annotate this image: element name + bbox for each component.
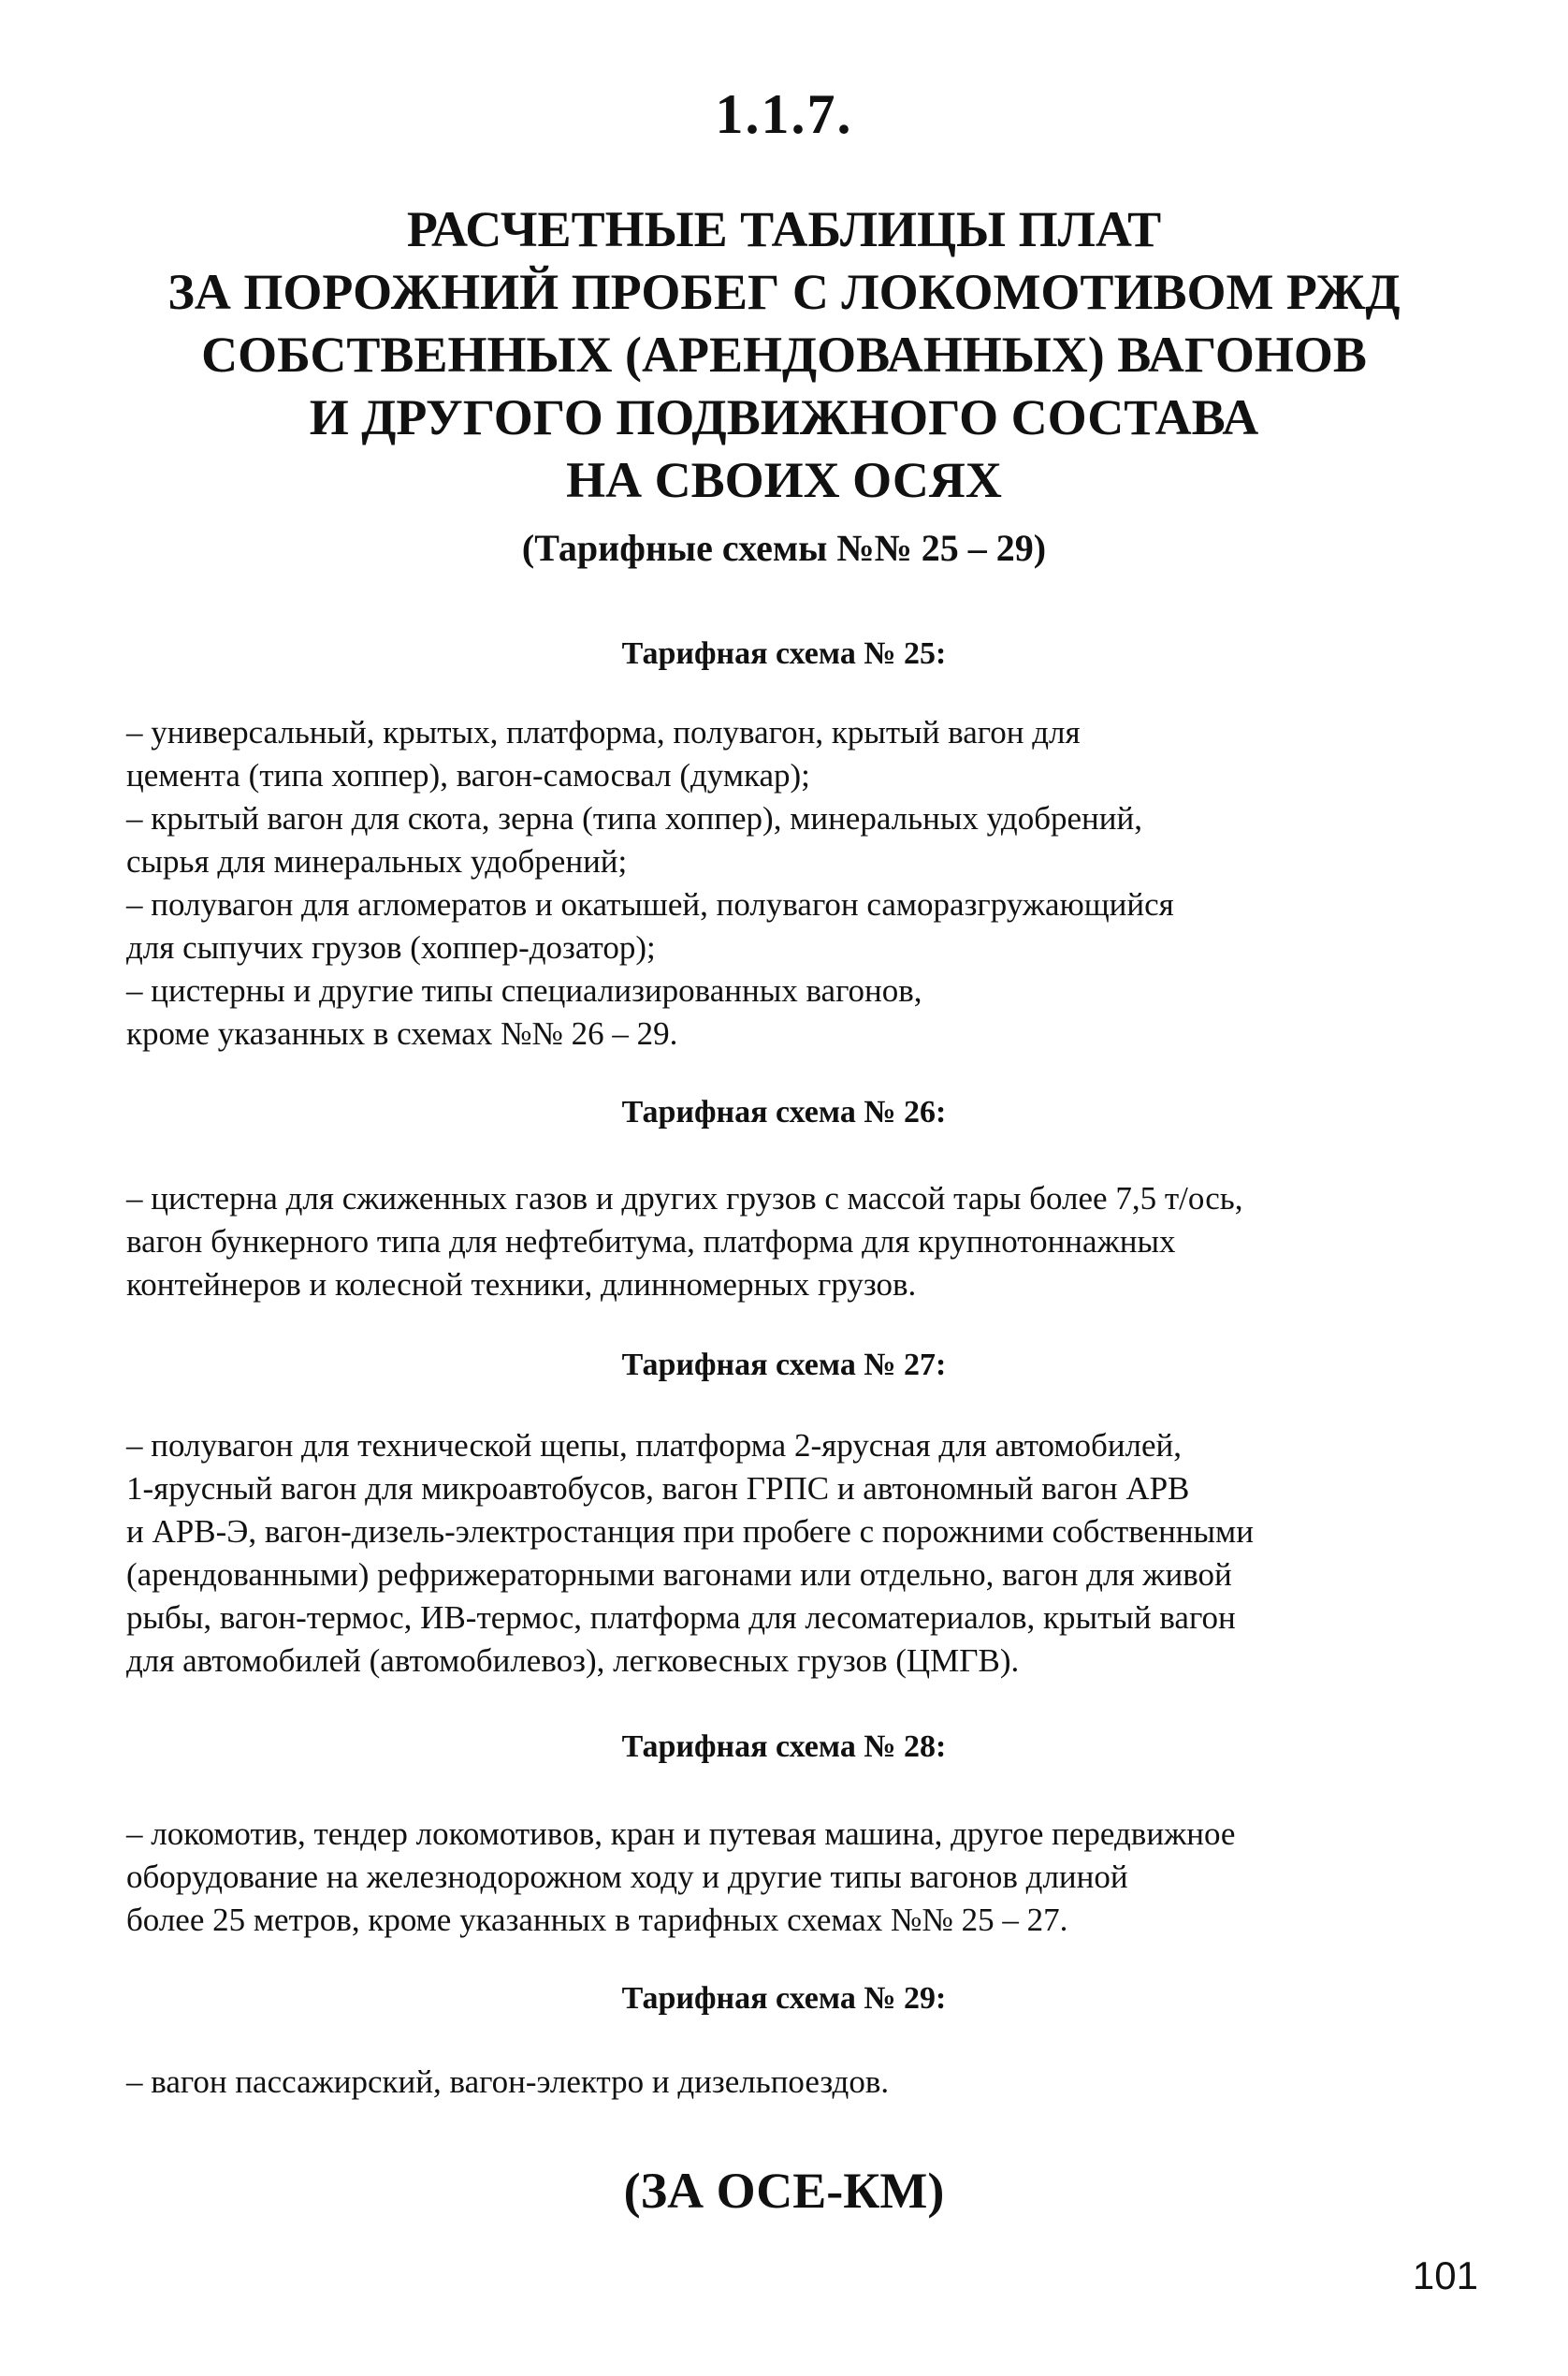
scheme-28-heading: Тарифная схема № 28: <box>621 1729 947 1764</box>
scheme-29-heading: Тарифная схема № 29: <box>621 1981 947 2016</box>
scheme-27-heading: Тарифная схема № 27: <box>621 1348 947 1382</box>
body-line: кроме указанных в схемах №№ 26 – 29. <box>126 1015 678 1052</box>
page-title <box>0 198 1568 512</box>
body-line: – универсальный, крытых, платформа, полувагон, крытый вагон для <box>126 714 1081 751</box>
subtitle: (Тарифные схемы №№ 25 – 29) <box>521 527 1047 569</box>
body-line: контейнеров и колесной техники, длинномерных грузов. <box>126 1266 917 1303</box>
page-number: 101 <box>1412 2253 1478 2297</box>
scheme-25-heading: Тарифная схема № 25: <box>621 636 947 671</box>
title-line: И ДРУГОГО ПОДВИЖНОГО СОСТАВА <box>309 389 1259 445</box>
body-line: более 25 метров, кроме указанных в тарифных схемах №№ 25 – 27. <box>126 1902 1068 1938</box>
body-line: – крытый вагон для скота, зерна (типа хоппер), минеральных удобрений, <box>126 800 1142 837</box>
body-line: – цистерны и другие типы специализированных вагонов, <box>126 972 922 1009</box>
body-line: вагон бункерного типа для нефтебитума, платформа для крупнотоннажных <box>126 1223 1176 1260</box>
scheme-26-body <box>126 1177 1455 1306</box>
title-line: РАСЧЕТНЫЕ ТАБЛИЦЫ ПЛАТ <box>406 201 1162 257</box>
body-line: – вагон пассажирский, вагон-электро и дизельпоездов. <box>126 2063 890 2100</box>
body-line: и АРВ-Э, вагон-дизель-электростанция при пробеге с порожними собственными <box>126 1513 1254 1550</box>
body-line: рыбы, вагон-термос, ИВ-термос, платформа для лесоматериалов, крытый вагон <box>126 1599 1236 1636</box>
body-line: – цистерна для сжиженных газов и других грузов с массой тары более 7,5 т/ось, <box>126 1180 1243 1217</box>
scheme-28-body <box>126 1813 1455 1942</box>
body-line: цемента (типа хоппер), вагон-самосвал (думкар); <box>126 757 810 794</box>
title-line: ЗА ПОРОЖНИЙ ПРОБЕГ С ЛОКОМОТИВОМ РЖД <box>167 264 1401 320</box>
unit-label: (ЗА ОСЕ-КМ) <box>623 2163 945 2219</box>
scheme-27-body <box>126 1424 1455 1683</box>
body-line: – полувагон для агломератов и окатышей, полувагон саморазгружающийся <box>126 886 1174 923</box>
body-line: для автомобилей (автомобилевоз), легковесных грузов (ЦМГВ). <box>126 1642 1020 1679</box>
scheme-26-heading: Тарифная схема № 26: <box>621 1095 947 1130</box>
body-line: сырья для минеральных удобрений; <box>126 843 628 880</box>
body-line: – локомотив, тендер локомотивов, кран и путевая машина, другое передвижное <box>126 1815 1236 1852</box>
body-line: (арендованными) рефрижераторными вагонами или отдельно, вагон для живой <box>126 1556 1232 1593</box>
body-line: для сыпучих грузов (хоппер-дозатор); <box>126 929 656 966</box>
scheme-25-body <box>126 711 1455 1056</box>
body-line: оборудование на железнодорожном ходу и другие типы вагонов длиной <box>126 1859 1128 1895</box>
scheme-29-body <box>126 2061 1455 2104</box>
title-line: СОБСТВЕННЫХ (АРЕНДОВАННЫХ) ВАГОНОВ <box>201 327 1367 383</box>
title-line: НА СВОИХ ОСЯХ <box>566 452 1002 508</box>
body-line: – полувагон для технической щепы, платформа 2-ярусная для автомобилей, <box>126 1427 1183 1464</box>
body-line: 1-ярусный вагон для микроавтобусов, вагон ГРПС и автономный вагон АРВ <box>126 1470 1190 1507</box>
section-number: 1.1.7. <box>715 83 853 145</box>
